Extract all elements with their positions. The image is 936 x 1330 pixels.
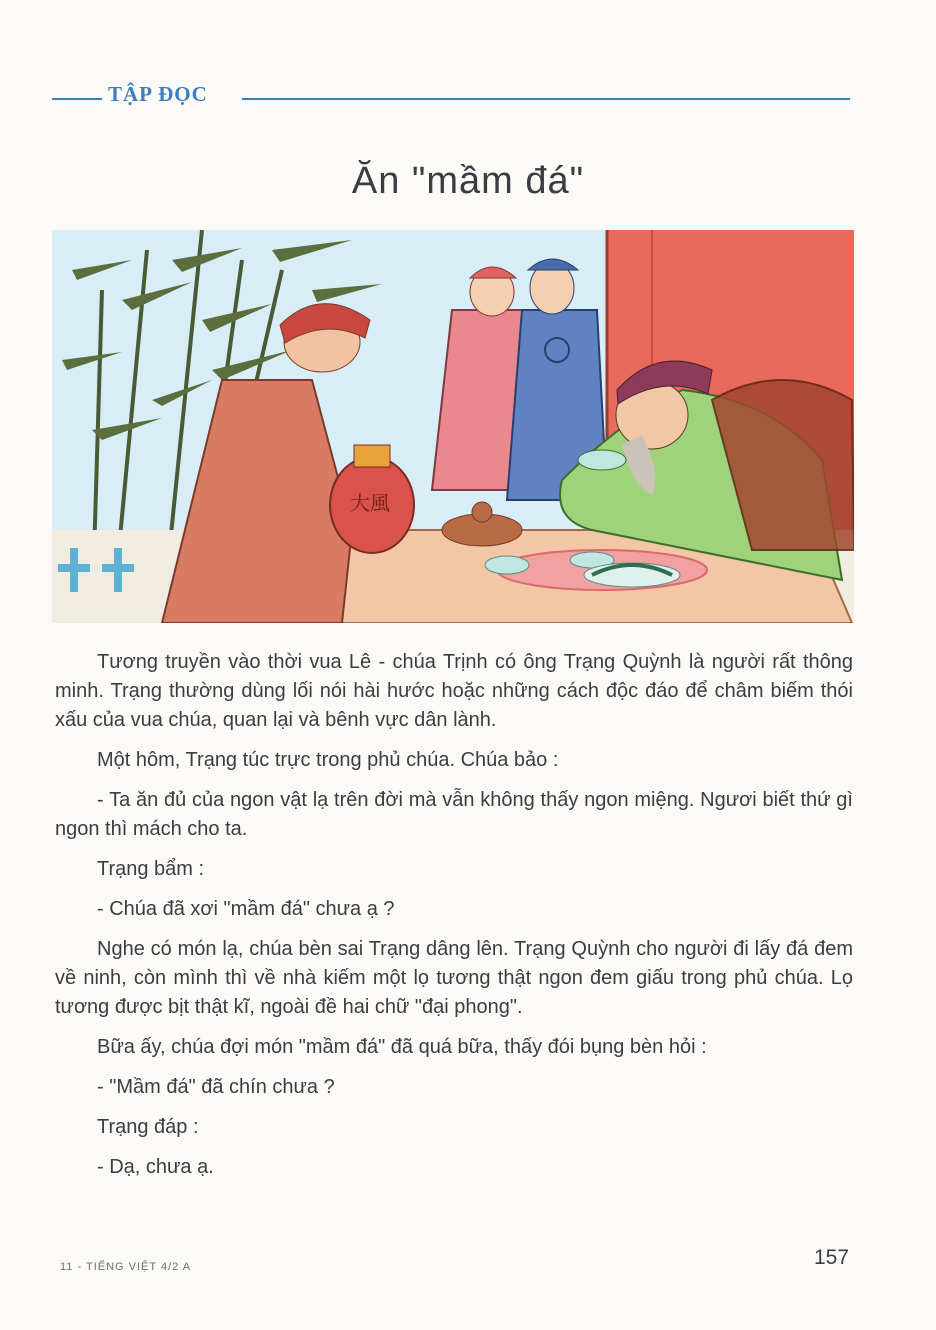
paragraph-9: Trạng đáp : [97,1116,199,1138]
paragraph-1: Tương truyền vào thời vua Lê - chúa Trịnh có ông Trạng Quỳnh là người rất thông minh. Trạng thường dùng lối nói hài hước hoặc những cách độc đáo để châm biếm thói xấu của vua chúa, quan lại và bênh vực dân lành. [55,651,853,731]
header-rule-right [242,98,850,100]
section-header [52,80,850,108]
illustration-scene [52,230,854,623]
header-rule-left [52,98,102,100]
jar-label: 大風 [350,491,390,515]
paragraph-6: Nghe có món lạ, chúa bèn sai Trạng dâng lên. Trạng Quỳnh cho người đi lấy đá đem về ninh, còn mình thì về nhà kiếm một lọ tương thật ngon đem giấu trong phủ chúa. Lọ tương được bịt thật kĩ, ngoài đề hai chữ "đại phong". [55,938,853,1018]
lesson-title: Ăn "mầm đá" [351,160,585,202]
page-number: 157 [814,1246,850,1269]
section-label: TẬP ĐỌC [108,82,208,106]
paragraph-10: - Dạ, chưa ạ. [97,1156,214,1178]
footer-book-label: 11 - TIẾNG VIỆT 4/2 A [60,1261,192,1273]
story-illustration [52,230,854,623]
paragraph-8: - "Mầm đá" đã chín chưa ? [97,1076,335,1098]
paragraph-3: - Ta ăn đủ của ngon vật lạ trên đời mà vẫn không thấy ngon miệng. Ngươi biết thứ gì ngon thì mách cho ta. [55,789,853,840]
paragraph-2: Một hôm, Trạng túc trực trong phủ chúa. Chúa bảo : [97,749,559,771]
paragraph-4: Trạng bẩm : [97,858,205,880]
paragraph-5: - Chúa đã xơi "mầm đá" chưa ạ ? [97,898,395,920]
paragraph-7: Bữa ấy, chúa đợi món "mầm đá" đã quá bữa, thấy đói bụng bèn hỏi : [97,1036,707,1058]
story-text [55,648,853,1193]
